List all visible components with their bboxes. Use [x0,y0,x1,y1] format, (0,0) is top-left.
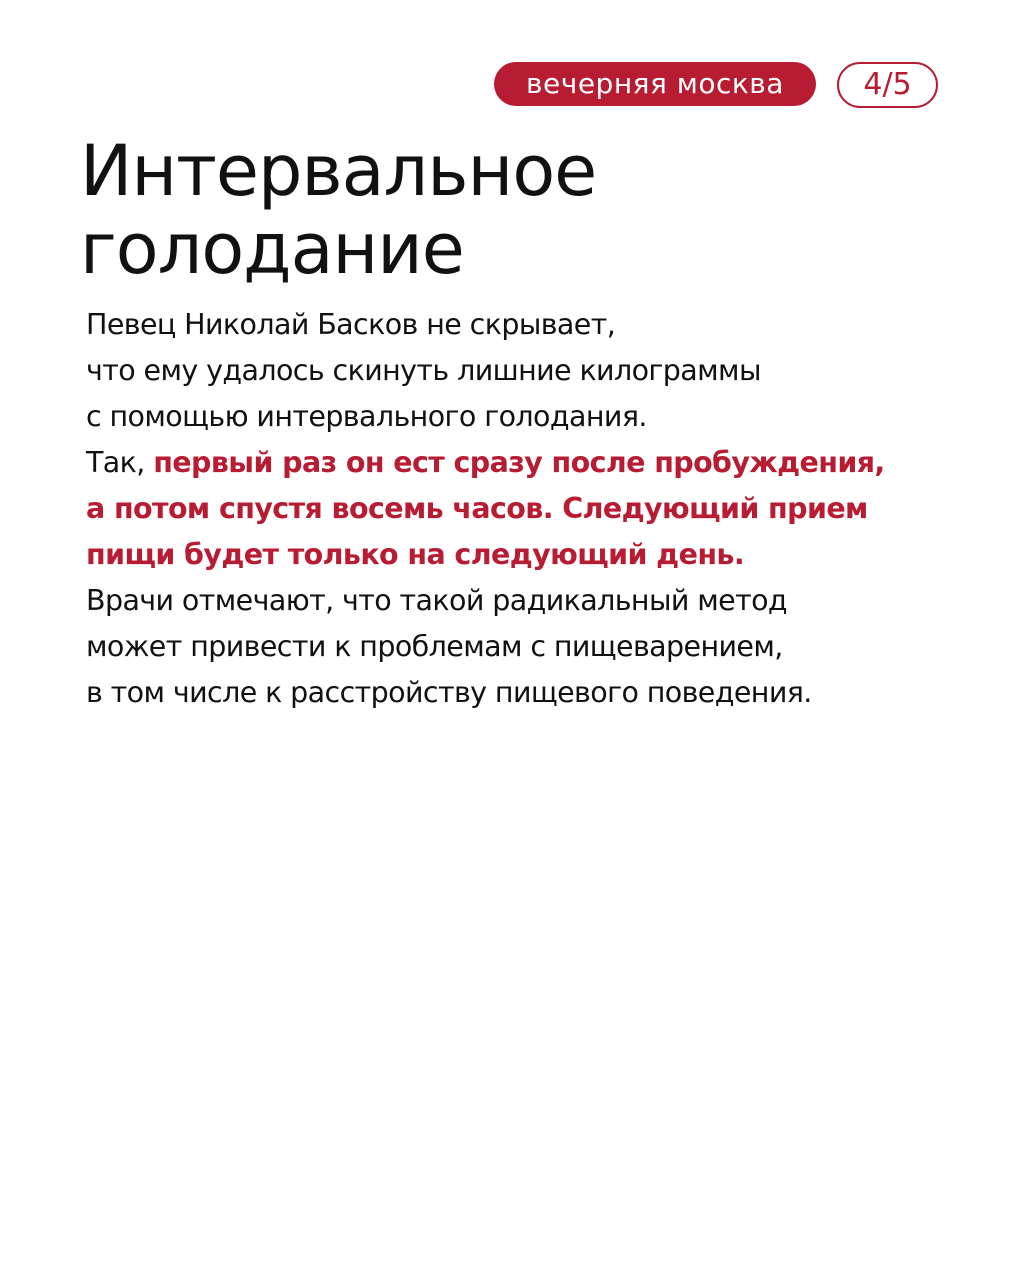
title-line: Интервальное [80,130,597,212]
highlight-text: пищи будет только на следующий день. [86,538,745,571]
title-line: голодание [80,208,464,290]
text-line: Врачи отмечают, что такой радикальный метод [86,584,788,617]
lead-text: Так, [86,446,154,479]
text-line: с помощью интервального голодания. [86,400,647,433]
text-line: Певец Николай Басков не скрывает, [86,308,616,341]
slide-counter: 4/5 [837,62,938,108]
text-line: что ему удалось скинуть лишние килограммы [86,354,761,387]
brand-badge: вечерняя москва [494,62,816,106]
text-line: может привести к проблемам с пищеварением, [86,630,783,663]
highlight-text: первый раз он ест сразу после пробуждения, [153,446,885,479]
body-text [86,302,986,716]
page-title [80,132,596,288]
text-line [86,440,986,486]
highlight-text: а потом спустя восемь часов. Следующий прием [86,492,868,525]
text-line: в том числе к расстройству пищевого поведения. [86,676,812,709]
